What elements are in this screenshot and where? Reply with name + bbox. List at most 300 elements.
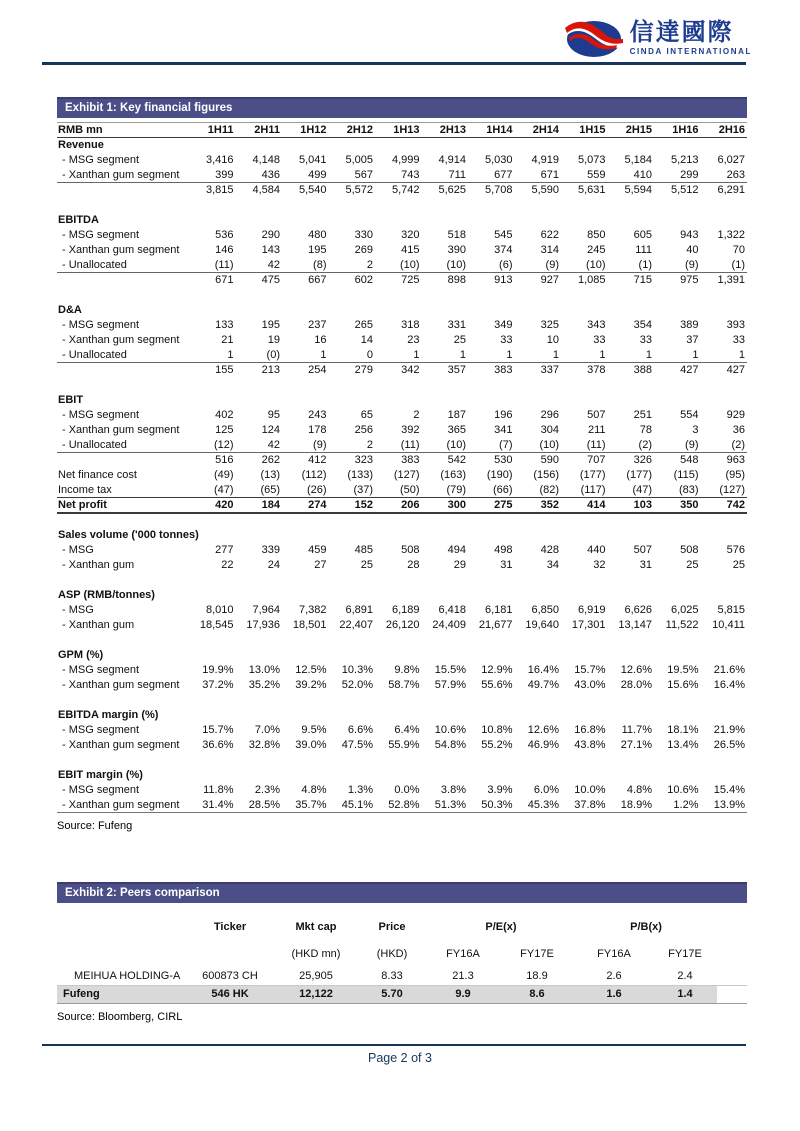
value-cell [282,588,329,603]
value-cell: 262 [236,453,283,468]
spacer-row [57,513,747,528]
value-cell: 58.7% [388,679,420,691]
table-row [57,423,747,438]
value-cell [282,708,329,723]
value-cell [282,288,329,303]
value-cell: 47.5% [341,739,373,751]
value-cell: 5,005 [345,154,373,166]
value-cell: 913 [468,273,515,288]
row-label [57,573,189,588]
value-cell [468,753,515,768]
row-label [57,513,189,528]
value-cell: 21,677 [478,619,513,631]
value-cell: 300 [422,498,469,513]
value-cell: 5,184 [624,154,652,166]
value-cell [608,573,655,588]
value-cell: 3.9% [487,784,513,796]
value-cell: (10) [446,438,466,451]
value-cell: 46.9% [527,739,559,751]
row-label: - Xanthan gum [62,619,135,631]
value-cell: 485 [354,544,373,556]
table-row [57,213,747,228]
value-cell: 374 [494,244,513,256]
value-cell [608,198,655,213]
value-cell [282,378,329,393]
value-cell: 393 [726,319,745,331]
value-cell [608,138,655,153]
value-cell [701,753,748,768]
value-cell [468,768,515,783]
value-cell [375,528,422,543]
value-cell [701,138,748,153]
peer-value: 5.70 [357,985,427,1003]
table-row [57,738,747,753]
table-row [57,318,747,333]
spacer-row [57,633,747,648]
value-cell: 545 [494,229,513,241]
value-cell: 23 [407,334,420,346]
value-cell [189,303,236,318]
value-cell: 42 [267,258,280,271]
value-cell [236,633,283,648]
value-cell [236,708,283,723]
period-header: 1H12 [282,123,329,138]
value-cell: 590 [515,453,562,468]
value-cell: (66) [492,483,513,496]
value-cell: 725 [375,273,422,288]
value-cell: 1.3% [347,784,373,796]
value-cell: 6,291 [701,183,748,198]
value-cell: 1 [599,348,606,361]
table-row [57,243,747,258]
value-cell [375,753,422,768]
value-cell: 184 [236,498,283,513]
value-cell: 22 [221,559,234,571]
value-cell [329,393,376,408]
value-cell: 10.6% [667,784,699,796]
value-cell [189,393,236,408]
exhibit1-source: Source: Fufeng [57,820,133,832]
value-cell [189,513,236,528]
value-cell: (9) [685,438,699,451]
value-cell: 254 [282,363,329,378]
value-cell: 277 [215,544,234,556]
value-cell: 304 [540,424,559,436]
value-cell: 24 [267,559,280,571]
value-cell [375,768,422,783]
value-cell: 5,073 [577,154,606,166]
peer-value: 25,905 [299,969,333,982]
value-cell [375,693,422,708]
value-cell: 4.8% [626,784,652,796]
value-cell [701,573,748,588]
value-cell: 152 [329,498,376,513]
value-cell: 265 [354,319,373,331]
period-header: 1H16 [654,123,701,138]
value-cell: 28.0% [620,679,652,691]
value-cell [282,528,329,543]
value-cell: 5,213 [670,154,699,166]
value-cell: 15.4% [713,784,745,796]
value-cell [189,588,236,603]
value-cell: 314 [540,244,559,256]
row-label [57,753,189,768]
exhibit2-table [57,913,747,1004]
value-cell: 507 [587,409,606,421]
value-cell: 10 [546,334,559,346]
value-cell: 146 [215,244,234,256]
value-cell [468,528,515,543]
value-cell [422,393,469,408]
value-cell: 6,025 [670,604,699,616]
value-cell: 927 [515,273,562,288]
table-row [57,363,747,378]
value-cell: 18.9% [608,798,655,813]
value-cell [329,513,376,528]
value-cell: 155 [189,363,236,378]
value-cell: 15.7% [574,664,606,676]
value-cell [329,138,376,153]
value-cell: 4,584 [236,183,283,198]
value-cell [329,378,376,393]
value-cell: 143 [261,244,280,256]
value-cell: (37) [353,483,373,496]
value-cell [701,288,748,303]
value-cell: 65 [360,409,373,421]
value-cell: 5,041 [298,154,327,166]
value-cell: 567 [354,168,373,181]
value-cell: 480 [308,229,327,241]
spacer-row [57,693,747,708]
value-cell: 898 [422,273,469,288]
table-row [57,663,747,678]
header-rule [42,62,746,65]
value-cell: 19 [267,334,280,346]
value-cell [701,768,748,783]
value-cell: 29 [453,559,466,571]
value-cell: 499 [308,168,327,181]
period-header: 2H15 [608,123,655,138]
value-cell: (0) [266,348,280,361]
peer-value: 2.4 [677,969,693,982]
value-cell [654,513,701,528]
value-cell [422,768,469,783]
subheader-pb-fy17e: FY17E [668,948,702,960]
value-cell: 50.3% [468,798,515,813]
value-cell: 55.2% [481,739,513,751]
value-cell [422,588,469,603]
value-cell: 6,189 [391,604,420,616]
value-cell [236,213,283,228]
value-cell: 459 [308,544,327,556]
value-cell: 428 [540,544,559,556]
value-cell [236,573,283,588]
value-cell [701,693,748,708]
value-cell: 414 [561,498,608,513]
value-cell: 27.1% [620,739,652,751]
value-cell: 743 [401,168,420,181]
period-header: 2H13 [422,123,469,138]
value-cell [701,213,748,228]
spacer-row [57,573,747,588]
value-cell: (95) [725,469,745,481]
value-cell: 1 [227,348,234,361]
value-cell: (10) [585,258,606,271]
value-cell [561,288,608,303]
value-cell: (127) [719,483,745,496]
value-cell: 1 [645,348,652,361]
value-cell: (1) [638,258,652,271]
value-cell: 5,512 [654,183,701,198]
value-cell: 420 [189,498,236,513]
value-cell: 32 [593,559,606,571]
subheader-ticker-blank [185,941,275,967]
value-cell [515,378,562,393]
peer-value: 9.9 [427,985,499,1003]
value-cell [329,753,376,768]
value-cell: 9.5% [301,724,327,736]
value-cell [561,378,608,393]
value-cell: 518 [447,229,466,241]
value-cell: 13.9% [701,798,748,813]
table-row [57,348,747,363]
value-cell: 33 [500,334,513,346]
peer-value: 1.6 [575,985,653,1003]
value-cell [654,588,701,603]
value-cell: (2) [731,438,745,451]
value-cell [468,378,515,393]
value-cell: (10) [399,258,420,271]
value-cell [654,648,701,663]
value-cell [701,198,748,213]
value-cell: (49) [213,469,234,481]
value-cell: 28.5% [236,798,283,813]
value-cell [515,528,562,543]
exhibit2-group-header-row [57,913,747,941]
value-cell: 1.2% [654,798,701,813]
value-cell: 5,708 [468,183,515,198]
peer-value: 600873 CH [202,969,258,982]
value-cell: (10) [539,438,559,451]
row-label: Income tax [58,483,112,496]
value-cell: 45.1% [329,798,376,813]
value-cell: 279 [329,363,376,378]
value-cell: (6) [499,258,513,271]
value-cell: 9.8% [394,664,420,676]
period-header: 2H16 [701,123,748,138]
value-cell: 24,409 [432,619,466,631]
value-cell [189,768,236,783]
value-cell [468,513,515,528]
row-label: - MSG segment [62,724,140,736]
value-cell: 427 [654,363,701,378]
col-header-price: Price [378,921,406,933]
value-cell: 103 [608,498,655,513]
value-cell: 237 [308,319,327,331]
value-cell: 341 [494,424,513,436]
value-cell: 21 [221,334,234,346]
table-row [57,648,747,663]
value-cell [468,633,515,648]
value-cell [561,648,608,663]
subheader-mktcap-unit: (HKD mn) [291,948,341,960]
value-cell: 677 [494,168,513,181]
row-label [57,273,189,288]
value-cell [468,138,515,153]
value-cell: 715 [608,273,655,288]
value-cell [654,213,701,228]
value-cell: 2 [413,409,420,421]
period-header: 1H14 [468,123,515,138]
value-cell: 1,391 [701,273,748,288]
value-cell: 671 [189,273,236,288]
value-cell [236,393,283,408]
value-cell [561,393,608,408]
value-cell [468,288,515,303]
row-label [57,453,189,468]
value-cell [422,693,469,708]
value-cell [561,528,608,543]
value-cell: 111 [635,244,652,256]
value-cell: 536 [215,229,234,241]
value-cell: 5,590 [515,183,562,198]
col-header-name-blank [57,913,185,941]
value-cell: 554 [680,409,699,421]
row-label: - MSG [62,544,94,556]
value-cell: 39.0% [295,739,327,751]
value-cell: 33 [593,334,606,346]
value-cell: 0.0% [394,784,420,796]
table-row [57,603,747,618]
exhibit1-table [57,122,747,813]
table-row [57,273,747,288]
value-cell: (127) [393,469,420,481]
value-cell [608,648,655,663]
row-label: - Unallocated [62,438,127,451]
value-cell: 10.8% [481,724,513,736]
row-label: D&A [58,304,82,316]
value-cell: 494 [447,544,466,556]
logo-chinese-name: 信達國際 [629,19,734,46]
value-cell [375,633,422,648]
value-cell: 3,416 [205,154,234,166]
value-cell [515,393,562,408]
table-row [57,228,747,243]
value-cell: (11) [400,438,420,451]
table-row [57,393,747,408]
value-cell: 330 [354,229,373,241]
row-label: - MSG segment [62,229,140,241]
value-cell: 5,594 [608,183,655,198]
exhibit1-title-bar [57,97,747,118]
table-row [57,768,747,783]
value-cell: (117) [580,483,606,496]
value-cell: 342 [375,363,422,378]
value-cell [608,588,655,603]
page-content [57,97,747,1023]
value-cell [701,648,748,663]
row-label: - Unallocated [62,348,127,361]
value-cell: 36.6% [202,739,234,751]
value-cell: 4,914 [438,154,466,166]
value-cell [282,393,329,408]
row-label: Net profit [57,498,189,513]
value-cell: 34 [546,559,559,571]
value-cell [561,213,608,228]
spacer-row [57,198,747,213]
value-cell [189,378,236,393]
row-label [57,183,189,198]
value-cell [654,753,701,768]
value-cell: 269 [354,244,373,256]
peer-value: 12,122 [275,985,357,1003]
value-cell: 21.6% [713,664,745,676]
value-cell: 318 [401,319,420,331]
value-cell [236,138,283,153]
value-cell [236,288,283,303]
row-label [57,363,189,378]
value-cell: 436 [261,168,280,181]
value-cell: 18,501 [292,619,327,631]
table-row [57,678,747,693]
peer-value: 21.3 [452,969,474,982]
value-cell: (163) [440,469,466,481]
col-header-mktcap: Mkt cap [295,921,337,933]
value-cell [329,198,376,213]
value-cell: 929 [726,409,745,421]
peer-value: 1.4 [653,985,717,1003]
value-cell: (26) [306,483,327,496]
value-cell: 542 [422,453,469,468]
value-cell: 4,999 [391,154,420,166]
value-cell: 26.5% [713,739,745,751]
col-header-pe: P/E(x) [485,921,517,933]
value-cell [654,573,701,588]
value-cell: 251 [633,409,652,421]
row-label: - Xanthan gum segment [62,424,180,436]
value-cell [375,213,422,228]
value-cell: 378 [561,363,608,378]
value-cell: 5,625 [422,183,469,198]
value-cell: 559 [587,168,606,181]
value-cell [701,588,748,603]
value-cell: (65) [260,483,280,496]
value-cell: 440 [587,544,606,556]
value-cell: 548 [654,453,701,468]
value-cell: 507 [633,544,652,556]
value-cell: 7,382 [298,604,327,616]
table-row [57,408,747,423]
value-cell: 243 [308,409,327,421]
value-cell [189,753,236,768]
value-cell: 383 [468,363,515,378]
spacer-row [57,288,747,303]
value-cell: 6,418 [438,604,466,616]
unit-label: RMB mn [57,123,189,138]
row-label: EBITDA [58,214,99,226]
value-cell: 37 [686,334,699,346]
value-cell: 326 [608,453,655,468]
value-cell: 0 [366,348,373,361]
value-cell [375,648,422,663]
value-cell: 4,148 [252,154,280,166]
value-cell: (82) [539,483,559,496]
col-header-ticker: Ticker [213,921,247,933]
period-header: 1H15 [561,123,608,138]
value-cell: 707 [561,453,608,468]
row-label [57,378,189,393]
value-cell [561,693,608,708]
